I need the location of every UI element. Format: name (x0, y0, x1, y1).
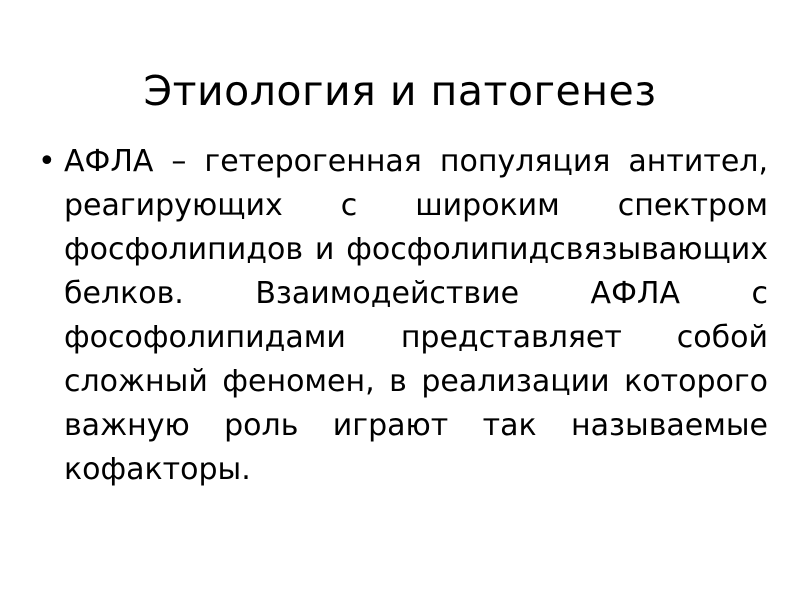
slide-body (38, 140, 768, 536)
bullet-icon: • (38, 144, 56, 179)
bullet-paragraph: АФЛА – гетерогенная популяция антител, реагирующих с широким спектром фосфолипидов и фосфолипидсвязывающих белков. Взаимодействие АФЛА с фософолипидами представляет собой сложный феномен, в реализации которого важную роль играют так называемые кофакторы. (64, 144, 768, 487)
page-title: Этиология и патогенез (143, 67, 657, 116)
list-item (38, 140, 768, 536)
